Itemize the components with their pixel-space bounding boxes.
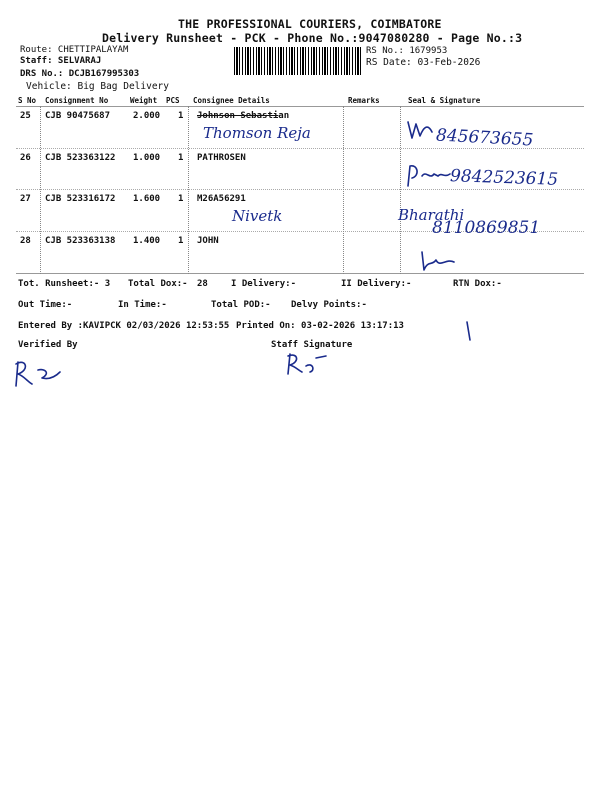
row-consignment: CJB 523363122: [45, 153, 116, 163]
drs-number: DRS No.: DCJB167995303: [20, 69, 140, 79]
col-header-weight: Weight: [130, 96, 158, 105]
col-divider: [40, 106, 41, 274]
row-consignment: CJB 523363138: [45, 236, 116, 246]
vehicle-label: Vehicle: Big Bag Delivery: [26, 81, 169, 92]
col-header-seal: Seal & Signature: [408, 96, 481, 105]
table-rule-bottom: [16, 273, 584, 274]
col-divider: [400, 106, 401, 274]
verified-by-signature: [12, 356, 64, 390]
total-pod: Total POD:-: [211, 300, 271, 310]
verified-by-label: Verified By: [18, 340, 78, 350]
consignee-rest: an: [278, 111, 290, 121]
row-pcs: 1: [178, 111, 184, 121]
signature-scrawl: [404, 162, 452, 190]
tot-runsheet: Tot. Runsheet:- 3: [18, 279, 111, 289]
row-weight: 1.600: [133, 194, 161, 204]
col-header-sno: S No: [18, 96, 37, 105]
row-sno: 26: [20, 153, 31, 163]
col-header-remarks: Remarks: [348, 96, 380, 105]
row-weight: 2.000: [133, 111, 161, 121]
table-rule-row-26: [16, 189, 584, 190]
row-consignee: JOHN: [197, 236, 219, 246]
printed-on: Printed On: 03-02-2026 13:17:13: [236, 321, 404, 331]
row-consignee: PATHROSEN: [197, 153, 246, 163]
row-pcs: 1: [178, 236, 184, 246]
staff-label: Staff: SELVARAJ: [20, 56, 102, 66]
rtn-dox: RTN Dox:-: [453, 279, 502, 289]
table-rule-header: [16, 106, 584, 107]
in-time: In Time:-: [118, 300, 167, 310]
handwritten-tick: [464, 320, 474, 342]
out-time: Out Time:-: [18, 300, 73, 310]
signature-scrawl: [406, 118, 436, 142]
row-sno: 25: [20, 111, 31, 121]
handwritten-consignee: Thomson Reja: [203, 124, 311, 142]
signature-scrawl: [418, 250, 458, 274]
col-header-consignee: Consignee Details: [193, 96, 270, 105]
row-consignment: CJB 523316172: [45, 194, 116, 204]
barcode: [234, 47, 362, 75]
staff-signature-label: Staff Signature: [271, 340, 353, 350]
ii-delivery: II Delivery:-: [341, 279, 412, 289]
row-sno: 27: [20, 194, 31, 204]
total-dox-label: Total Dox:-: [128, 279, 188, 289]
row-weight: 1.400: [133, 236, 161, 246]
signature-phone: 8110869851: [432, 218, 541, 238]
row-consignee: [197, 111, 289, 121]
entered-by: Entered By :KAVIPCK 02/03/2026 12:53:55: [18, 321, 230, 331]
staff-signature: [284, 350, 334, 378]
row-consignment: CJB 90475687: [45, 111, 111, 121]
total-dox-count: 28: [197, 279, 208, 289]
row-pcs: 1: [178, 194, 184, 204]
signature-phone: 9842523615: [449, 166, 559, 190]
delvy-points: Delvy Points:-: [291, 300, 367, 310]
col-divider: [188, 106, 189, 274]
consignee-struck: Johnson Sebasti: [197, 111, 279, 121]
col-header-consignment: Consignment No: [45, 96, 109, 105]
i-delivery: I Delivery:-: [231, 279, 297, 289]
row-weight: 1.000: [133, 153, 161, 163]
signature-phone: 845673655: [435, 125, 534, 151]
row-sno: 28: [20, 236, 31, 246]
handwritten-consignee: Nivetk: [232, 207, 283, 225]
company-title: THE PROFESSIONAL COURIERS, COIMBATORE: [178, 17, 442, 31]
row-consignee: M26A56291: [197, 194, 246, 204]
rs-number: RS No.: 1679953: [366, 46, 448, 56]
rs-date: RS Date: 03-Feb-2026: [366, 57, 481, 68]
col-header-pcs: PCS: [166, 96, 180, 105]
col-divider: [343, 106, 344, 274]
runsheet-title: Delivery Runsheet - PCK - Phone No.:9047080280 - Page No.:3: [102, 31, 523, 45]
route-label: Route: CHETTIPALAYAM: [20, 45, 129, 55]
row-pcs: 1: [178, 153, 184, 163]
signature-name: Bharathi: [398, 206, 465, 224]
